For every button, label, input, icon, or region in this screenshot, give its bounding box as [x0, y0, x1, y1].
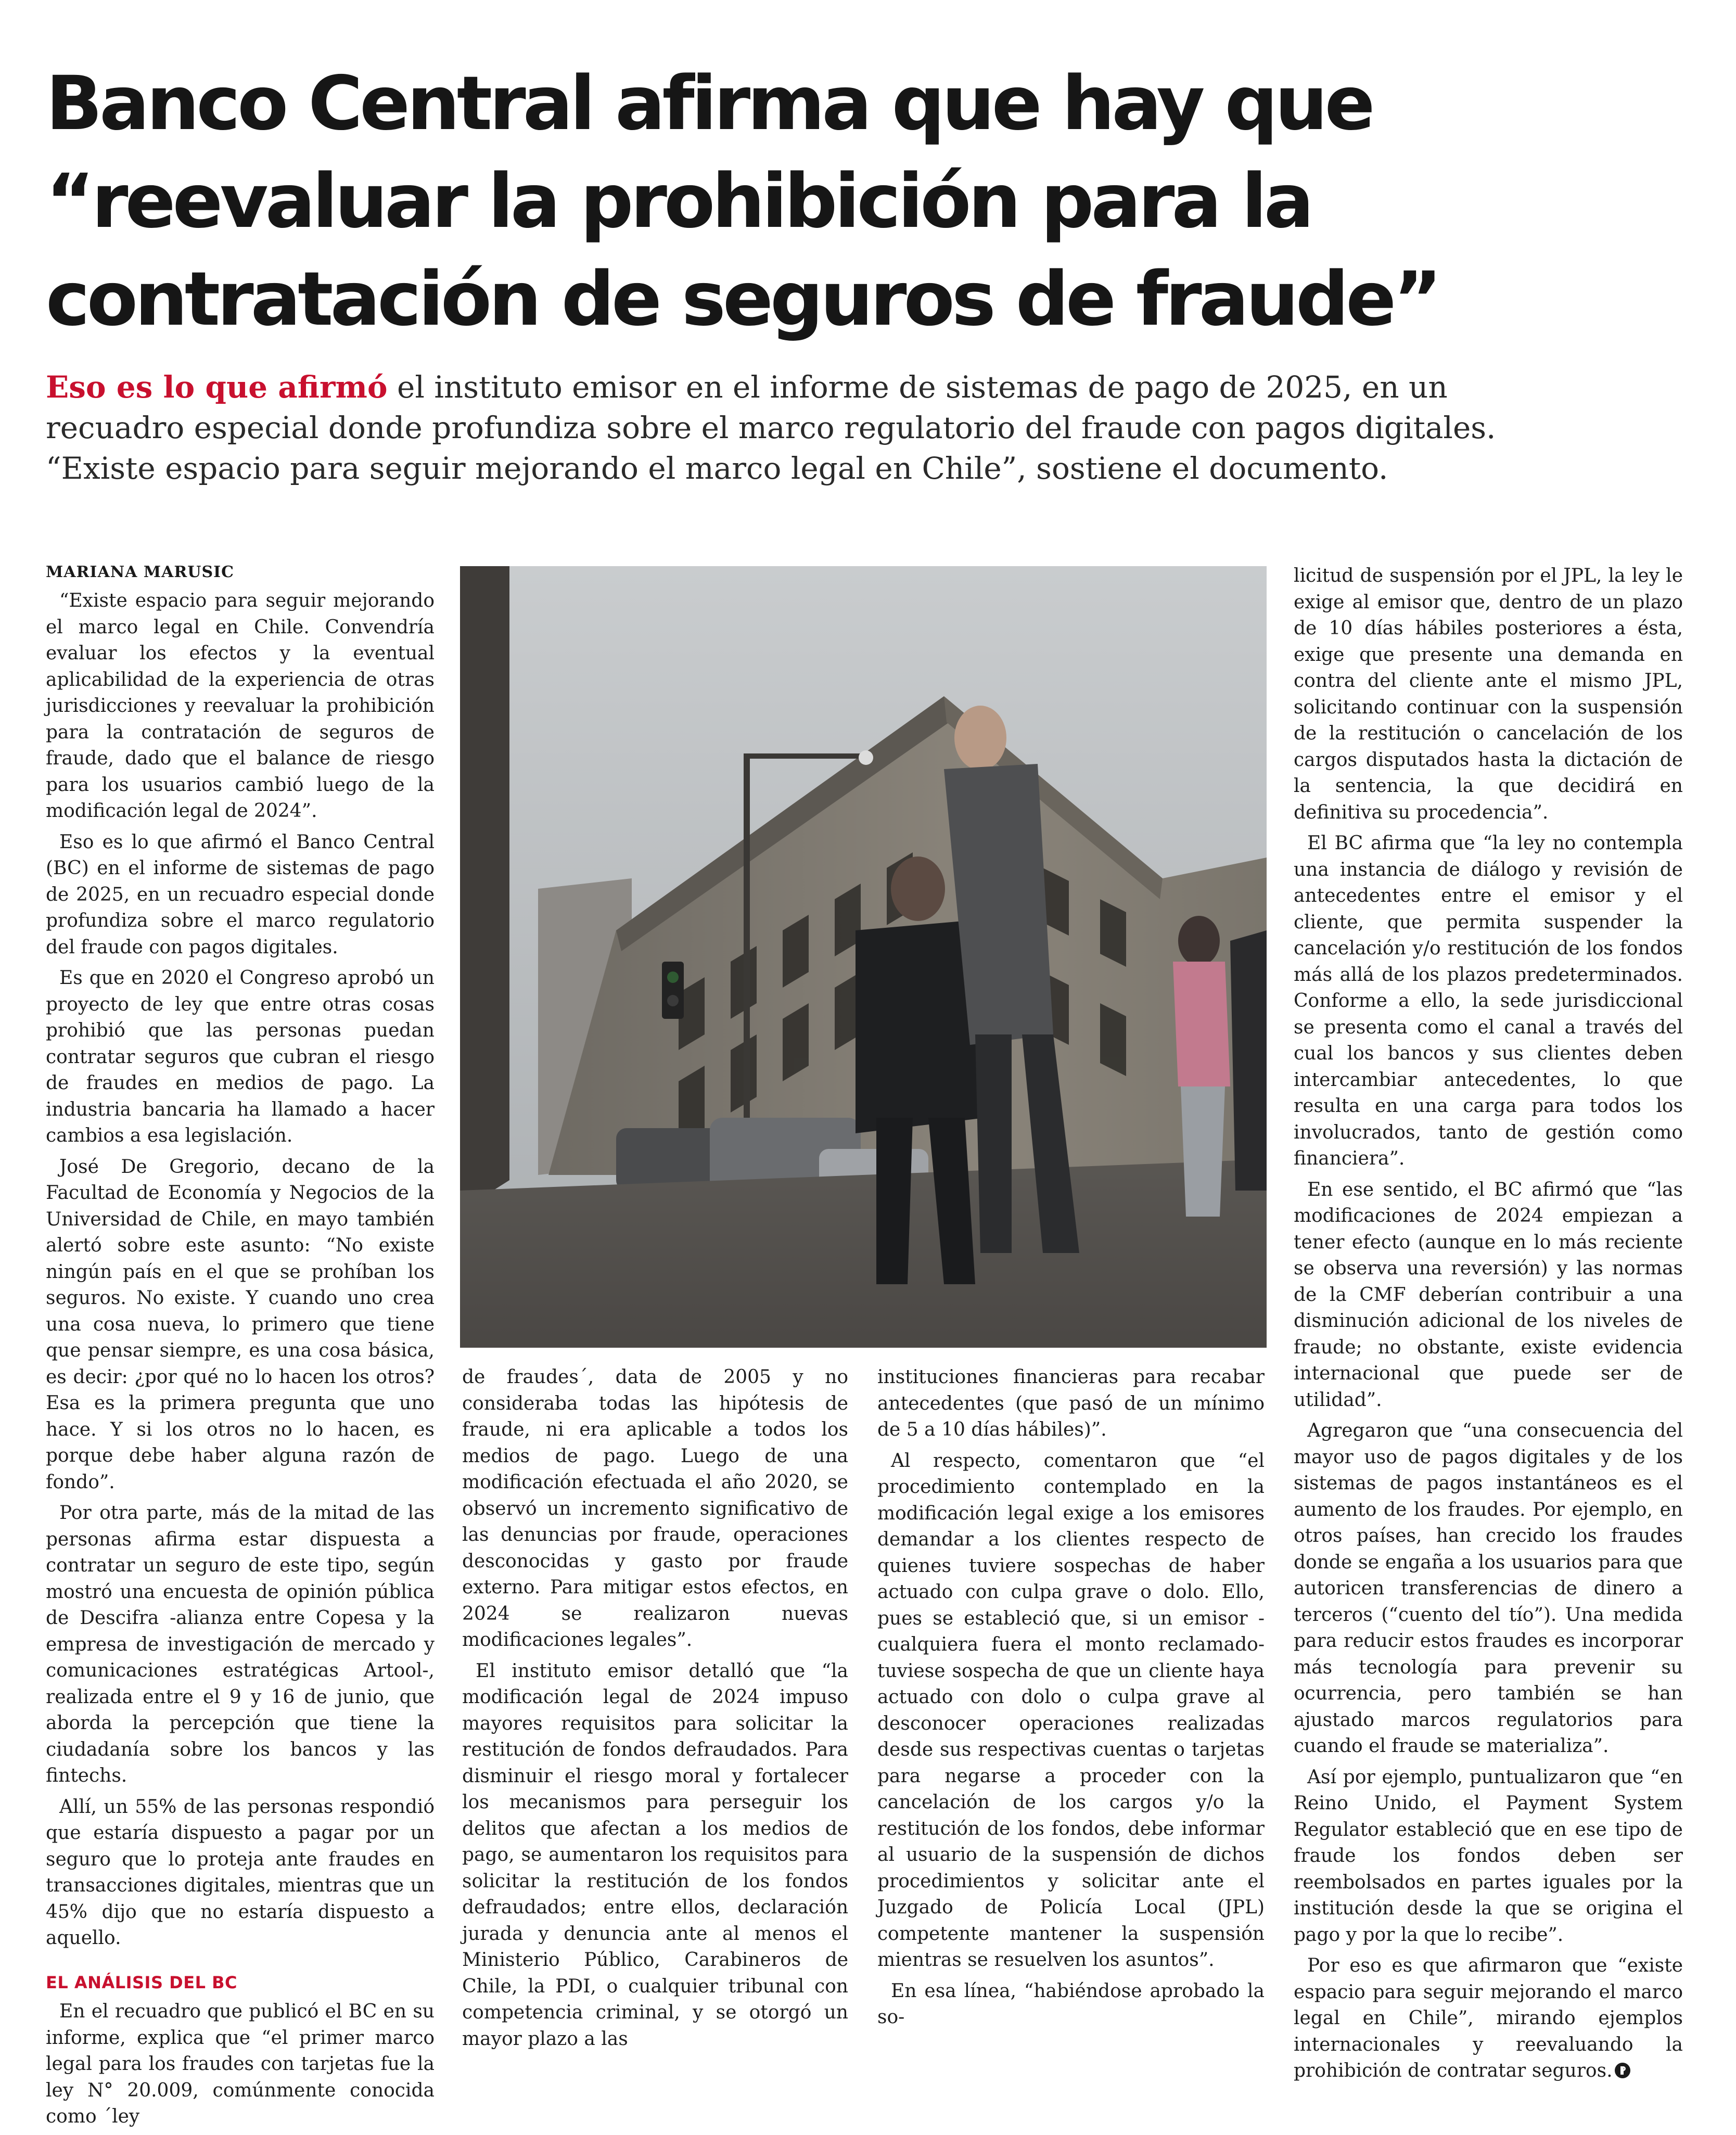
- paragraph: En esa línea, “habiéndose aprobado la so-: [877, 1980, 1265, 2028]
- publication-end-icon: [1615, 2063, 1630, 2078]
- section-subhead: EL ANÁLISIS DEL BC: [46, 1972, 237, 1992]
- paragraph: En el recuadro que publicó el BC en su informe, explica que “el primer marco legal para los fraudes con tarjetas fue la ley N° 20.009, comúnmente conocida como ´ley: [46, 2001, 435, 2127]
- paragraph: Por otra parte, más de la mitad de las personas afirma estar dispuesta a contratar un seguro de este tipo, según mostró una encuesta de opinión pública de Descifra -alianza entre Copesa y la empresa de investigación de mercado y comunicaciones estratégicas Artool-, realizada entre el 9 y 16 de junio, que aborda la percepción que tiene la ciudadanía sobre los bancos y las fintechs.: [46, 1502, 435, 1786]
- lead-line-1-rest: el instituto emisor en el informe de sistemas de pago de 2025, en un: [387, 369, 1448, 405]
- bank-building-photo-illustration: [460, 566, 1267, 1348]
- paragraph: “Existe espacio para seguir mejorando el marco legal en Chile. Convendría evaluar los efectos y la eventual aplicabilidad de la experiencia de otras jurisdicciones y reevaluar la prohibición para la contratación de seguros de fraude, dado que el balance de riesgo para los usuarios cambió luego de la modificación legal de 2024”.: [46, 590, 435, 822]
- paragraph: Al respecto, comentaron que “el procedimiento contemplado en la modificación legal exige a los emisores demandar a los clientes respecto de quienes tuviere sospechas de haber actuado con culpa grave o dolo. Ello, pues se estableció que, si un emisor -cualquiera fuera el monto reclamado- tuviese sospecha de que un cliente haya actuado con dolo o culpa grave al desconocer operaciones realizadas desde sus respectivas cuentas o tarjetas para negarse a proceder con la cancelación de los cargos y/o la restitución de los fondos, debe informar al usuario de la suspensión de dichos procedimientos y solicitar ante el Juzgado de Policía Local (JPL) competente mantener la suspensión mientras se resuelven los asuntos”.: [877, 1450, 1265, 1971]
- lead-paragraph: [46, 367, 1690, 489]
- column-4: [1294, 563, 1683, 2089]
- headline: [46, 55, 1685, 348]
- paragraph: Agregaron que “una consecuencia del mayor uso de pagos digitales y de los sistemas de pagos instantáneos es el aumento de los fraudes. Por ejemplo, en otros países, han crecido los fraudes donde se engaña a los usuarios para que autoricen transferencias de dinero a terceros (“cuento del tío”). Una medida para reducir estos fraudes es incorporar más tecnología para prevenir su ocurrencia, pero también se han ajustado marcos regulatorios para cuando el fraude se materializa”.: [1294, 1420, 1683, 1757]
- paragraph: Es que en 2020 el Congreso aprobó un proyecto de ley que entre otras cosas prohibió que las personas puedan contratar seguros que cubran el riesgo de fraudes en medios de pago. La industria bancaria ha llamado a hacer cambios a esa legislación.: [46, 967, 435, 1146]
- lead-line-3: “Existe espacio para seguir mejorando el marco legal en Chile”, sostiene el documento.: [46, 451, 1388, 486]
- final-paragraph-text: Por eso es que afirmaron que “existe espacio para seguir mejorando el marco legal en Chile”, mirando ejemplos internacionales y reevaluando la prohibición de contratar seguros.: [1294, 1955, 1683, 2081]
- paragraph: El BC afirma que “la ley no contempla una instancia de diálogo y revisión de antecedentes entre el emisor y el cliente, que permita suspender la cancelación y/o restitución de los fondos más allá de los plazos predeterminados. Conforme a ello, la sede jurisdiccional se presenta como el canal a través del cual los bancos y sus clientes deben intercambiar antecedentes, lo que resulta en una carga para todos los involucrados, tanto de gestión como financiera”.: [1294, 833, 1683, 1169]
- lead-line-1: [46, 367, 1690, 407]
- column-1: [46, 588, 435, 2135]
- street-photo: [460, 566, 1267, 1348]
- paragraph: Allí, un 55% de las personas respondió que estaría dispuesto a pagar por un seguro que lo proteja ante fraudes en transacciones digitales, mientras que un 45% dijo que no estaría dispuesto a aquello.: [46, 1796, 435, 1949]
- column-3: [877, 1364, 1265, 2036]
- byline: MARIANA MARUSIC: [46, 563, 235, 581]
- paragraph: El instituto emisor detalló que “la modificación legal de 2024 impuso mayores requisitos para solicitar la restitución de fondos defraudados. Para disminuir el riesgo moral y fortalecer los mecanismos para perseguir los delitos que afectan a los medios de pago, se aumentaron los requisitos para solicitar la restitución de los fondos defraudados; entre ellos, declaración jurada y denuncia ante al menos el Ministerio Público, Carabineros de Chile, la PDI, o cualquier tribunal con competencia criminal, y se otorgó un mayor plazo a las: [462, 1660, 848, 2050]
- paragraph: En ese sentido, el BC afirmó que “las modificaciones de 2024 empiezan a tener efecto (aunque en lo más reciente se observa una reversión) y las normas de la CMF deberían contribuir a una disminución adicional de los niveles de fraude; no obstante, existe evidencia internacional que puede ser de utilidad”.: [1294, 1179, 1683, 1411]
- paragraph: Así por ejemplo, puntualizaron que “en Reino Unido, el Payment System Regulator estableció que en ese tipo de fraude los fondos deben ser reembolsados en partes iguales por la institución desde la que se origina el pago y por la que lo recibe”.: [1294, 1766, 1683, 1946]
- headline-line-1: Banco Central afirma que hay que: [46, 60, 1372, 147]
- paragraph: [1294, 1953, 1683, 2085]
- paragraph: instituciones financieras para recabar antecedentes (que pasó de un mínimo de 5 a 10 días hábiles)”.: [877, 1366, 1265, 1440]
- paragraph: José De Gregorio, decano de la Facultad de Economía y Negocios de la Universidad de Chile, en mayo también alertó sobre este asunto: “No existe ningún país en el que se prohíban los seguros. No existe. Y cuando uno crea una cosa nueva, lo primero que tiene que pensar siempre, es una cosa básica, es decir: ¿por qué no lo hacen los otros? Esa es la primera pregunta que uno hace. Y si los otros no lo hacen, es porque debe haber alguna razón de fondo”.: [46, 1156, 435, 1493]
- paragraph: Eso es lo que afirmó el Banco Central (BC) en el informe de sistemas de pago de 2025, en un recuadro especial donde profundiza sobre el marco regulatorio del fraude con pagos digitales.: [46, 831, 435, 958]
- headline-line-3: contratación de seguros de fraude”: [46, 255, 1439, 342]
- paragraph: licitud de suspensión por el JPL, la ley le exige al emisor que, dentro de un plazo de 10 días hábiles posteriores a ésta, exige que presente una demanda en contra del cliente ante el mismo JPL, solicitando continuar con la suspensión de la restitución o cancelación de los cargos disputados hasta la dictación de la sentencia, la que decidirá en definitiva su procedencia”.: [1294, 565, 1683, 823]
- column-2: [462, 1364, 848, 2057]
- lead-kicker: Eso es lo que afirmó: [46, 369, 388, 405]
- lead-line-2: recuadro especial donde profundiza sobre el marco regulatorio del fraude con pagos digitales.: [46, 410, 1496, 445]
- paragraph: de fraudes´, data de 2005 y no consideraba todas las hipótesis de fraude, ni era aplicable a todos los medios de pago. Luego de una modificación efectuada el año 2020, se observó un incremento significativo de las denuncias por fraude, operaciones desconocidas y gasto por fraude externo. Para mitigar estos efectos, en 2024 se realizaron nuevas modificaciones legales”.: [462, 1366, 848, 1651]
- headline-line-2: “reevaluar la prohibición para la: [46, 158, 1311, 245]
